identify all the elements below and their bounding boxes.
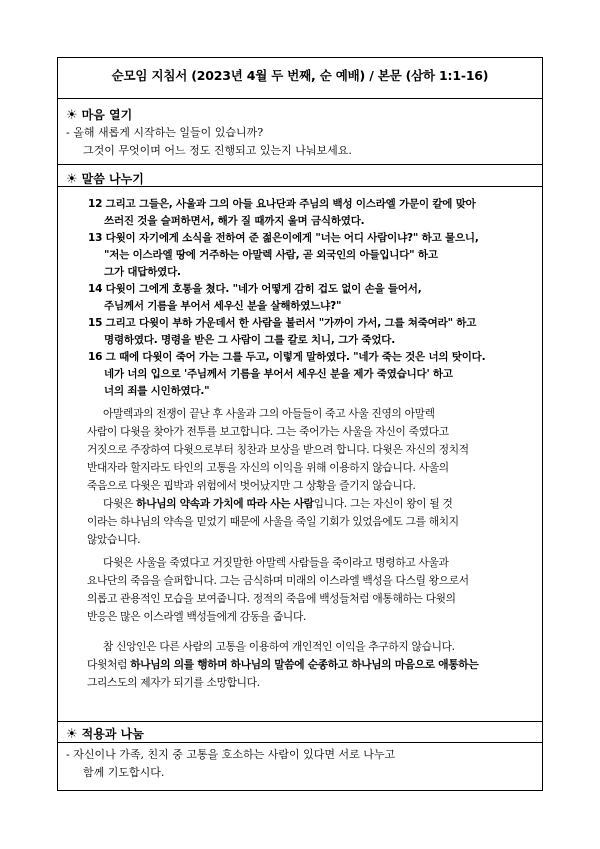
- verse-line: 그가 대답하였다.: [104, 266, 181, 278]
- text-run: 다윗처럼: [87, 658, 131, 671]
- section-heading-label: 말씀 나누기: [81, 172, 144, 186]
- verse-line: 15 그리고 다윗이 부하 가운데서 한 사람을 불러서 "가까이 가서, 그를 쳐죽여라" 하고: [88, 317, 477, 329]
- section-heading-open-heart: [66, 106, 132, 123]
- paragraph-line: 참 신앙인은 다른 사람의 고통을 이용하여 개인적인 이익을 추구하지 않습니다.: [103, 640, 455, 653]
- verse-line: 네가 너의 입으로 '주님께서 기름을 부어서 세우신 분을 제가 죽였습니다' 하고: [104, 368, 453, 380]
- sun-icon: ☀: [66, 108, 78, 123]
- verse-line: "저는 이스라엘 땅에 거주하는 아말렉 사람, 곧 외국인의 아들입니다" 하고: [104, 249, 438, 261]
- divider: [58, 164, 542, 165]
- divider: [58, 742, 542, 743]
- section-heading-word-sharing: [66, 170, 144, 187]
- paragraph-line: 요나단의 죽음을 슬퍼합니다. 그는 금식하며 미래의 이스라엘 백성을 다스릴 왕으로서: [87, 574, 469, 587]
- verse-line: 주님께서 기름을 부어서 세우신 분을 살해하였느냐?": [104, 300, 342, 312]
- paragraph-line: 그리스도의 제자가 되기를 소망합니다.: [87, 676, 260, 689]
- emphasis-text: 하나님의 약속과 가치에 따라 사는 사람: [136, 497, 314, 510]
- divider: [58, 721, 542, 722]
- paragraph-line: 아말렉과의 전쟁이 끝난 후 사울과 그의 아들들이 죽고 사울 진영의 아말렉: [103, 407, 435, 420]
- text-run: 다윗은: [103, 497, 137, 510]
- question-line: - 올해 새롭게 시작하는 일들이 있습니까?: [66, 126, 264, 139]
- paragraph-line: 거짓으로 주장하여 다윗으로부터 칭찬과 보상을 받으려 합니다. 다윗은 자신의 정치적: [87, 443, 469, 456]
- paragraph-line: 사람이 다윗을 찾아가 전투를 보고합니다. 그는 죽어가는 사울을 자신이 죽였다고: [87, 425, 449, 438]
- text-run: 입니다. 그는 자신이 왕이 될 것: [313, 497, 453, 510]
- sun-icon: ☀: [66, 727, 78, 742]
- worksheet-frame: [57, 57, 543, 791]
- verse-line: 쓰러진 것을 슬퍼하면서, 해가 질 때까지 울며 금식하였다.: [104, 215, 365, 227]
- verse-line: 너의 죄를 시인하였다.": [104, 385, 210, 397]
- page-title: 순모임 지침서 (2023년 4월 두 번째, 순 예배) / 본문 (삼하 1:1-16): [111, 68, 489, 83]
- paragraph-line: 다윗은 사울을 죽였다고 거짓말한 아말렉 사람들을 죽이라고 명령하고 사울과: [103, 556, 449, 569]
- commentary-paragraph: [87, 405, 541, 692]
- paragraph-line: [87, 495, 541, 513]
- paragraph-line: 죽음으로 다윗은 핍박과 위험에서 벗어났지만 그 상황을 즐기지 않습니다.: [87, 479, 416, 492]
- paragraph-line: 이라는 하나님의 약속을 믿었기 때문에 사울을 죽일 기회가 있었음에도 그를 해치지: [87, 515, 459, 528]
- verse-line: 12 그리고 그들은, 사울과 그의 아들 요나단과 주님의 백성 이스라엘 가문이 칼에 맞아: [88, 198, 476, 210]
- section-body-application: [66, 746, 395, 782]
- divider: [58, 98, 542, 99]
- application-line: - 자신이나 가족, 친지 중 고통을 호소하는 사람이 있다면 서로 나누고: [66, 748, 396, 761]
- verse-line: 14 다윗이 그에게 호통을 쳤다. "네가 어떻게 감히 겁도 없이 손을 들어서,: [88, 283, 422, 295]
- divider: [58, 186, 542, 187]
- paragraph-line: 않았습니다.: [87, 533, 141, 546]
- application-line: 함께 기도합시다.: [83, 766, 165, 779]
- section-heading-label: 마음 열기: [81, 108, 133, 122]
- paragraph-line: 반응은 많은 이스라엘 백성들에게 감동을 줍니다.: [87, 610, 307, 623]
- section-heading-label: 적용과 나눔: [81, 727, 144, 741]
- verse-line: 명령하였다. 명령을 받은 그 사람이 그를 칼로 치니, 그가 죽었다.: [104, 334, 396, 346]
- emphasis-text: 하나님의 의를 행하며 하나님의 말씀에 순종하고 하나님의 마음으로 애통하는: [130, 658, 479, 671]
- paragraph-line: 의롭고 관용적인 모습을 보여줍니다. 정적의 죽음에 백성들처럼 애통해하는 다윗의: [87, 592, 456, 605]
- section-body-open-heart: [66, 124, 352, 160]
- scripture-passage: [88, 196, 538, 400]
- verse-line: 16 그 때에 다윗이 죽어 가는 그를 두고, 이렇게 말하였다. "네가 죽는 것은 너의 탓이다.: [88, 351, 486, 363]
- paragraph-line: [87, 656, 541, 674]
- sun-icon: ☀: [66, 172, 78, 187]
- verse-line: 13 다윗이 자기에게 소식을 전하여 준 젊은이에게 "너는 어디 사람이냐?" 하고 물으니,: [88, 232, 479, 244]
- question-line: 그것이 무엇이며 어느 정도 진행되고 있는지 나눠보세요.: [83, 144, 352, 157]
- paragraph-line: 반대자라 할지라도 타인의 고통을 자신의 이익을 위해 이용하지 않습니다. 사울의: [87, 461, 449, 474]
- section-heading-application: [66, 725, 144, 742]
